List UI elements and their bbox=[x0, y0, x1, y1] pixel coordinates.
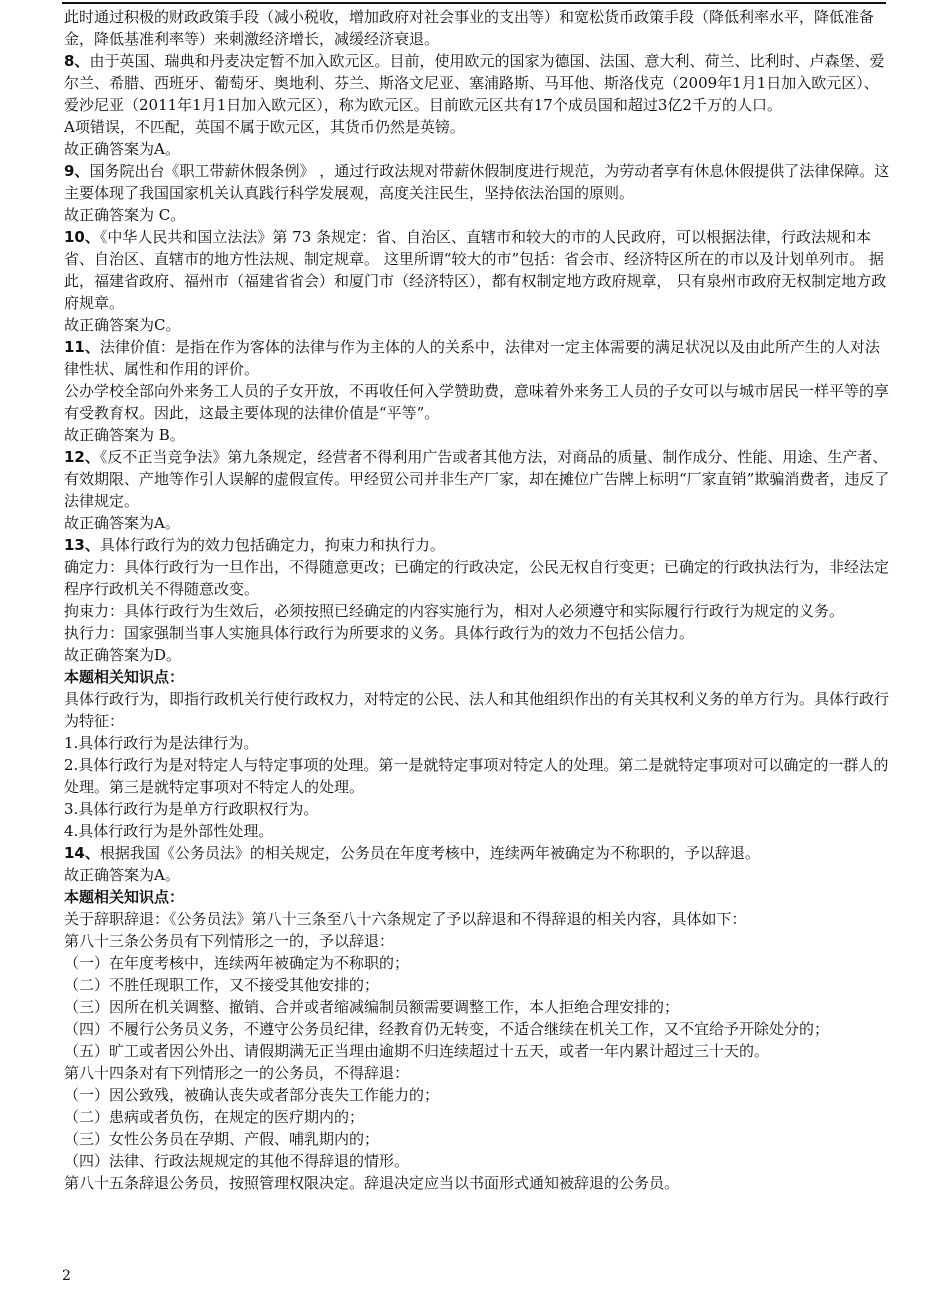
paragraph bbox=[64, 1018, 892, 1040]
paragraph bbox=[64, 754, 892, 798]
paragraph bbox=[64, 622, 892, 644]
paragraph bbox=[64, 534, 892, 556]
paragraph bbox=[64, 732, 892, 754]
paragraph bbox=[64, 688, 892, 732]
paragraph bbox=[64, 1040, 892, 1062]
paragraph bbox=[64, 1150, 892, 1172]
paragraph-text: 拘束力：具体行政行为生效后，必须按照已经确定的内容实施行为，相对人必须遵守和实际履行行政行为规定的义务。 bbox=[64, 602, 845, 620]
question-number: 14、 bbox=[64, 844, 100, 862]
section-heading: 本题相关知识点： bbox=[64, 668, 185, 686]
question-number: 9、 bbox=[64, 162, 90, 180]
page-number: 2 bbox=[62, 1268, 71, 1284]
paragraph bbox=[64, 1084, 892, 1106]
paragraph-text: （二）不胜任现职工作，又不接受其他安排的； bbox=[64, 976, 380, 994]
paragraph bbox=[64, 446, 892, 512]
paragraph bbox=[64, 930, 892, 952]
paragraph bbox=[64, 952, 892, 974]
paragraph-text: （三）因所在机关调整、撤销、合并或者缩减编制员额需要调整工作，本人拒绝合理安排的； bbox=[64, 998, 680, 1016]
paragraph bbox=[64, 666, 892, 688]
paragraph bbox=[64, 6, 892, 50]
paragraph bbox=[64, 644, 892, 666]
paragraph-text: 第八十四条对有下列情形之一的公务员，不得辞退： bbox=[64, 1064, 410, 1082]
paragraph bbox=[64, 864, 892, 886]
paragraph-text: 执行力：国家强制当事人实施具体行政行为所要求的义务。具体行政行为的效力不包括公信力。 bbox=[64, 624, 695, 642]
paragraph bbox=[64, 820, 892, 842]
paragraph-text: 确定力：具体行政行为一旦作出，不得随意更改；已确定的行政决定，公民无权自行变更；已确定的行政执法行为，非经法定程序行政机关不得随意改变。 bbox=[64, 558, 890, 598]
paragraph-text: 第八十五条辞退公务员，按照管理权限决定。辞退决定应当以书面形式通知被辞退的公务员。 bbox=[64, 1174, 680, 1192]
paragraph-text: 公办学校全部向外来务工人员的子女开放，不再收任何入学赞助费，意味着外来务工人员的子女可以与城市居民一样平等的享有受教育权。因此，这最主要体现的法律价值是“平等”。 bbox=[64, 382, 890, 422]
paragraph-text: 故正确答案为C。 bbox=[64, 316, 181, 334]
paragraph-text: （二）患病或者负伤，在规定的医疗期内的； bbox=[64, 1108, 365, 1126]
paragraph-text: （四）法律、行政法规规定的其他不得辞退的情形。 bbox=[64, 1152, 410, 1170]
paragraph bbox=[64, 226, 892, 314]
paragraph bbox=[64, 138, 892, 160]
paragraph bbox=[64, 1128, 892, 1150]
section-heading: 本题相关知识点： bbox=[64, 888, 185, 906]
paragraph-text: 故正确答案为 C。 bbox=[64, 206, 186, 224]
paragraph-text: （三）女性公务员在孕期、产假、哺乳期内的； bbox=[64, 1130, 380, 1148]
paragraph-text: 故正确答案为A。 bbox=[64, 866, 180, 884]
paragraph-text: 故正确答案为D。 bbox=[64, 646, 182, 664]
paragraph-text: 国务院出台《职工带薪休假条例》 ，通过行政法规对带薪休假制度进行规范，为劳动者享有休息休假提供了法律保障。这主要体现了我国国家机关认真践行科学发展观，高度关注民生，坚持依法治国的原则。 bbox=[64, 162, 890, 202]
paragraph bbox=[64, 204, 892, 226]
paragraph bbox=[64, 1062, 892, 1084]
paragraph bbox=[64, 996, 892, 1018]
paragraph bbox=[64, 600, 892, 622]
paragraph bbox=[64, 974, 892, 996]
paragraph-text: 3.具体行政行为是单方行政职权行为。 bbox=[64, 800, 319, 818]
paragraph-text: 1.具体行政行为是法律行为。 bbox=[64, 734, 259, 752]
paragraph-text: 第八十三条公务员有下列情形之一的，予以辞退： bbox=[64, 932, 395, 950]
paragraph bbox=[64, 908, 892, 930]
question-number: 8、 bbox=[64, 52, 90, 70]
paragraph-text: （四）不履行公务员义务，不遵守公务员纪律，经教育仍无转变，不适合继续在机关工作，又不宜给予开除处分的； bbox=[64, 1020, 830, 1038]
paragraph bbox=[64, 798, 892, 820]
paragraph bbox=[64, 512, 892, 534]
paragraph-text: 《中华人民共和国立法法》第 73 条规定：省、自治区、直辖市和较大的市的人民政府，可以根据法律，行政法规和本省、自治区、直辖市的地方性法规、制定规章。 这里所谓“较大的市”包括：省会市、经济特区所在的市以及计划单列市。 据此，福建省政府、福州市（福建省省会）和厦门市（经济特区），都有权制定地方政府规章， 只有泉州市政府无权制定地方政府规章。 bbox=[64, 228, 887, 312]
question-number: 11、 bbox=[64, 338, 100, 356]
paragraph-text: 关于辞职辞退：《公务员法》第八十三条至八十六条规定了予以辞退和不得辞退的相关内容，具体如下： bbox=[64, 910, 747, 928]
paragraph bbox=[64, 886, 892, 908]
paragraph-text: 此时通过积极的财政政策手段（减小税收，增加政府对社会事业的支出等）和宽松货币政策手段（降低利率水平，降低准备金，降低基准利率等）来刺激经济增长，减缓经济衰退。 bbox=[64, 8, 875, 48]
paragraph-text: （五）旷工或者因公外出、请假期满无正当理由逾期不归连续超过十五天，或者一年内累计超过三十天的。 bbox=[64, 1042, 770, 1060]
paragraph-text: 具体行政行为，即指行政机关行使行政权力，对特定的公民、法人和其他组织作出的有关其权利义务的单方行为。具体行政行为特征： bbox=[64, 690, 890, 730]
paragraph bbox=[64, 50, 892, 116]
paragraph bbox=[64, 314, 892, 336]
paragraph bbox=[64, 380, 892, 424]
document-body bbox=[64, 6, 892, 1194]
paragraph-text: 《反不正当竞争法》第九条规定，经营者不得利用广告或者其他方法，对商品的质量、制作成分、性能、用途、生产者、有效期限、产地等作引人误解的虚假宣传。甲经贸公司并非生产厂家，却在摊位广告牌上标明“厂家直销”欺骗消费者，违反了法律规定。 bbox=[64, 448, 890, 510]
paragraph bbox=[64, 160, 892, 204]
question-number: 13、 bbox=[64, 536, 100, 554]
paragraph-text: 由于英国、瑞典和丹麦决定暂不加入欧元区。目前，使用欧元的国家为德国、法国、意大利、荷兰、比利时、卢森堡、爱尔兰、希腊、西班牙、葡萄牙、奥地利、芬兰、斯洛文尼亚、塞浦路斯、马耳他、斯洛伐克（2009年1月1日加入欧元区）、爱沙尼亚（2011年1月1日加入欧元区），称为欧元区。目前欧元区共有17个成员国和超过3亿2千万的人口。 bbox=[64, 52, 885, 114]
paragraph-text: 法律价值：是指在作为客体的法律与作为主体的人的关系中，法律对一定主体需要的满足状况以及由此所产生的人对法律性状、属性和作用的评价。 bbox=[64, 338, 880, 378]
paragraph-text: 根据我国《公务员法》的相关规定，公务员在年度考核中，连续两年被确定为不称职的，予以辞退。 bbox=[99, 844, 760, 862]
paragraph bbox=[64, 556, 892, 600]
top-rule bbox=[62, 2, 886, 4]
question-number: 10、 bbox=[64, 228, 100, 246]
paragraph-text: （一）在年度考核中，连续两年被确定为不称职的； bbox=[64, 954, 410, 972]
paragraph-text: 4.具体行政行为是外部性处理。 bbox=[64, 822, 274, 840]
paragraph-text: 故正确答案为A。 bbox=[64, 514, 180, 532]
paragraph-text: 2.具体行政行为是对特定人与特定事项的处理。第一是就特定事项对特定人的处理。第二是就特定事项对可以确定的一群人的处理。第三是就特定事项对不特定人的处理。 bbox=[64, 756, 889, 796]
paragraph bbox=[64, 1172, 892, 1194]
paragraph-text: 具体行政行为的效力包括确定力，拘束力和执行力。 bbox=[99, 536, 445, 554]
paragraph-text: 故正确答案为 B。 bbox=[64, 426, 185, 444]
paragraph bbox=[64, 424, 892, 446]
paragraph bbox=[64, 1106, 892, 1128]
paragraph-text: （一）因公致残，被确认丧失或者部分丧失工作能力的； bbox=[64, 1086, 440, 1104]
paragraph-text: 故正确答案为A。 bbox=[64, 140, 180, 158]
paragraph bbox=[64, 842, 892, 864]
paragraph bbox=[64, 336, 892, 380]
paragraph bbox=[64, 116, 892, 138]
paragraph-text: A项错误，不匹配，英国不属于欧元区，其货币仍然是英镑。 bbox=[64, 118, 465, 136]
question-number: 12、 bbox=[64, 448, 100, 466]
